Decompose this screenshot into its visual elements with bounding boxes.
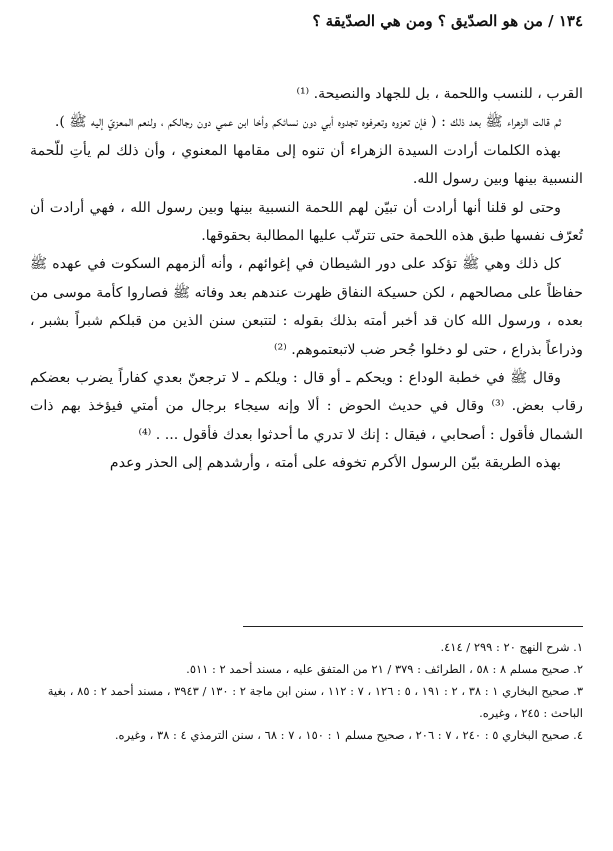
- running-head: ١٣٤ / من هو الصدّيق ؟ ومن هي الصدّيقة ؟: [312, 12, 583, 30]
- footnote-1: ١. شرح النهج ٢٠ : ٢٩٩ / ٤١٤.: [440, 640, 583, 654]
- body-text: [30, 80, 583, 478]
- footnotes: [30, 636, 583, 746]
- paragraph-6: وقال ﷺ في خطبة الوداع : ويحكم ـ أو قال : ويلكم ـ لا ترجعنّ بعدي كفاراً يضرب بعضكم رقاب بعض. ⁽³⁾ وقال في حديث الحوض : ألا وإنه سيجاء برجال من أمتي فيؤخذ بهم ذات الشمال فأقول : أصحابي ، فيقال : إنك لا تدري ما أحدثوا بعدك فأقول ... . ⁽⁴⁾: [30, 370, 583, 443]
- footnote-3: ٣. صحيح البخاري ١ : ٣٨ ، ٢ : ١٩١ ، ٥ : ١٢٦ ، ٧ : ١١٢ ، سنن ابن ماجة ٢ : ١٣٠ / ٣٩٤٣ ، مسند أحمد ٢ : ٨٥ ، بغية الباحث : ٢٤٥ ، وغيره.: [47, 684, 583, 720]
- paragraph-3: بهذه الكلمات أرادت السيدة الزهراء أن تنوه إلى مقامها المعنوي ، وأن ذلك لم يأتِ للّحمة النسبية بينها وبين رسول الله.: [30, 142, 583, 188]
- paragraph-4: وحتى لو قلنا أنها أرادت أن تبيّن لهم اللحمة النسبية بينها وبين رسول الله ، فهي أرادت أن تُعرّف نفسها طبق هذه اللحمة حتى تترتّب عليها المطالبة بحقوقها.: [30, 199, 583, 245]
- paragraph-1: القرب ، للنسب واللحمة ، بل للجهاد والنصيحة. ⁽¹⁾: [296, 86, 583, 102]
- footnote-2: ٢. صحيح مسلم ٨ : ٥٨ ، الطرائف : ٣٧٩ / ٢١ من المتفق عليه ، مسند أحمد ٢ : ٥١١.: [186, 662, 583, 676]
- paragraph-5: كل ذلك وهي ﷺ تؤكد على دور الشيطان في إغوائهم ، وأنه ألزمهم السكوت في عهده ﷺ حفاظاً على مصالحهم ، لكن حسيكة النفاق ظهرت عندهم بعد وفاته ﷺ فصاروا كأمة موسى من بعده ، ورسول الله كان قد أخبر أمته بذلك بقوله : لتتبعن سنن الذين من قبلكم شبراً بشبر ، وذراعاً بذراع ، حتى لو دخلوا جُحر ضب لاتبعتموهم. ⁽²⁾: [30, 256, 583, 358]
- footnote-divider: [243, 626, 583, 627]
- paragraph-7: بهذه الطريقة بيّن الرسول الأكرم تخوفه على أمته ، وأرشدهم إلى الحذر وعدم: [109, 455, 561, 472]
- paragraph-2: ثم قالت الزهراء ﷺ بعد ذلك : ( فإن تعزوه وتعرفوه تجدوه أبي دون نسائكم وأخا ابن عمي دون رجالكم ، ولنعم المعزيّ إليه ﷺ ).: [54, 114, 561, 131]
- footnote-4: ٤. صحيح البخاري ٥ : ٢٤٠ ، ٧ : ٢٠٦ ، صحيح مسلم ١ : ١٥٠ ، ٧ : ٦٨ ، سنن الترمذي ٤ : ٣٨ ، وغيره.: [114, 728, 583, 742]
